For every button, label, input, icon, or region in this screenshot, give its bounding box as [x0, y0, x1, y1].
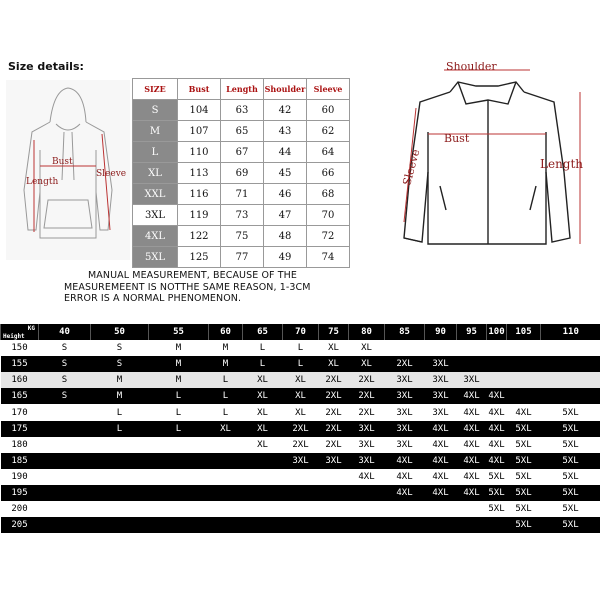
size-recommendation-cell: [91, 469, 149, 485]
size-recommendation-cell: [349, 485, 385, 501]
size-value-cell: 113: [178, 163, 221, 184]
weight-header-cell: 95: [457, 324, 487, 340]
kg-axis-label: KG: [27, 325, 35, 332]
size-recommendation-cell: [385, 517, 425, 533]
size-recommendation-cell: L: [243, 356, 283, 372]
weight-header-cell: 75: [319, 324, 349, 340]
size-recommendation-cell: L: [91, 421, 149, 437]
size-recommendation-cell: [209, 437, 243, 453]
size-recommendation-cell: [243, 485, 283, 501]
size-table-header: Length: [221, 79, 264, 100]
chart-row: [1, 517, 600, 533]
length-label-right: Length: [540, 157, 584, 171]
size-recommendation-cell: [385, 340, 425, 356]
size-recommendation-cell: 4XL: [507, 404, 541, 420]
size-recommendation-cell: 4XL: [425, 437, 457, 453]
size-recommendation-cell: XL: [283, 404, 319, 420]
size-recommendation-cell: 4XL: [425, 453, 457, 469]
size-recommendation-cell: [209, 485, 243, 501]
size-recommendation-cell: M: [209, 356, 243, 372]
size-recommendation-cell: L: [149, 388, 209, 404]
size-recommendation-cell: 5XL: [507, 469, 541, 485]
size-recommendation-cell: [243, 501, 283, 517]
size-recommendation-cell: 5XL: [541, 501, 600, 517]
size-recommendation-cell: 2XL: [319, 404, 349, 420]
size-label-cell: 5XL: [133, 247, 178, 268]
size-value-cell: 116: [178, 184, 221, 205]
size-value-cell: 71: [221, 184, 264, 205]
size-recommendation-cell: [91, 437, 149, 453]
size-label-cell: L: [133, 142, 178, 163]
size-recommendation-cell: S: [91, 340, 149, 356]
size-recommendation-cell: L: [91, 404, 149, 420]
size-recommendation-cell: L: [283, 340, 319, 356]
height-cell: 155: [1, 356, 39, 372]
size-recommendation-cell: [149, 469, 209, 485]
size-recommendation-cell: XL: [243, 372, 283, 388]
size-recommendation-cell: 2XL: [385, 356, 425, 372]
size-recommendation-cell: 4XL: [457, 485, 487, 501]
size-recommendation-cell: [209, 469, 243, 485]
size-recommendation-cell: 2XL: [319, 421, 349, 437]
size-recommendation-cell: 5XL: [487, 485, 507, 501]
size-recommendation-cell: [149, 517, 209, 533]
size-recommendation-cell: 5XL: [541, 469, 600, 485]
size-value-cell: 119: [178, 205, 221, 226]
sleeve-label-left: Sleeve: [96, 169, 127, 179]
weight-header-cell: 40: [39, 324, 91, 340]
weight-header-cell: 70: [283, 324, 319, 340]
size-recommendation-cell: 5XL: [507, 501, 541, 517]
size-recommendation-cell: 5XL: [541, 453, 600, 469]
size-recommendation-cell: [541, 340, 600, 356]
sleeve-label-right: Sleeve: [400, 147, 423, 187]
size-value-cell: 110: [178, 142, 221, 163]
chart-row: [1, 485, 600, 501]
size-table-header: Bust: [178, 79, 221, 100]
note-line: ERROR IS A NORMAL PHENOMENON.: [64, 293, 242, 304]
size-value-cell: 44: [264, 142, 307, 163]
size-table-header: Shoulder: [264, 79, 307, 100]
size-recommendation-cell: [541, 388, 600, 404]
size-table-row: [133, 247, 350, 268]
size-recommendation-cell: [91, 485, 149, 501]
height-cell: 185: [1, 453, 39, 469]
size-value-cell: 42: [264, 100, 307, 121]
size-recommendation-cell: 4XL: [487, 421, 507, 437]
size-recommendation-cell: 5XL: [541, 517, 600, 533]
size-recommendation-cell: [507, 372, 541, 388]
chart-row: [1, 469, 600, 485]
size-label-cell: M: [133, 121, 178, 142]
size-recommendation-cell: 2XL: [349, 372, 385, 388]
size-recommendation-cell: 3XL: [283, 453, 319, 469]
size-recommendation-cell: 4XL: [425, 421, 457, 437]
size-recommendation-cell: [507, 356, 541, 372]
size-recommendation-cell: 2XL: [319, 437, 349, 453]
size-recommendation-cell: 3XL: [425, 356, 457, 372]
weight-header-cell: 60: [209, 324, 243, 340]
size-recommendation-cell: [487, 517, 507, 533]
size-value-cell: 45: [264, 163, 307, 184]
size-recommendation-cell: 5XL: [487, 501, 507, 517]
height-cell: 170: [1, 404, 39, 420]
size-label-cell: XXL: [133, 184, 178, 205]
size-value-cell: 60: [307, 100, 350, 121]
size-recommendation-cell: 5XL: [507, 517, 541, 533]
size-recommendation-cell: 5XL: [507, 437, 541, 453]
weight-header-cell: 80: [349, 324, 385, 340]
size-value-cell: 66: [307, 163, 350, 184]
size-recommendation-cell: 3XL: [349, 453, 385, 469]
size-recommendation-cell: [149, 437, 209, 453]
size-table-row: [133, 121, 350, 142]
size-recommendation-cell: [457, 501, 487, 517]
size-recommendation-cell: L: [209, 404, 243, 420]
size-recommendation-cell: [349, 501, 385, 517]
bust-label-right: Bust: [444, 132, 470, 145]
chart-row: [1, 421, 600, 437]
size-recommendation-cell: 4XL: [457, 453, 487, 469]
size-table-row: [133, 142, 350, 163]
size-recommendation-cell: 4XL: [349, 469, 385, 485]
size-recommendation-cell: 2XL: [283, 437, 319, 453]
size-recommendation-cell: 5XL: [541, 437, 600, 453]
size-recommendation-cell: [385, 501, 425, 517]
size-recommendation-cell: M: [149, 340, 209, 356]
size-value-cell: 125: [178, 247, 221, 268]
size-recommendation-cell: XL: [349, 340, 385, 356]
weight-header-cell: 110: [541, 324, 600, 340]
size-recommendation-cell: [283, 517, 319, 533]
size-recommendation-cell: 3XL: [425, 404, 457, 420]
length-label-left: Length: [26, 177, 59, 187]
size-value-cell: 62: [307, 121, 350, 142]
size-recommendation-cell: [39, 404, 91, 420]
size-recommendation-cell: 4XL: [487, 404, 507, 420]
size-recommendation-cell: S: [91, 356, 149, 372]
size-recommendation-cell: 4XL: [385, 453, 425, 469]
size-recommendation-cell: [319, 501, 349, 517]
size-recommendation-cell: XL: [243, 388, 283, 404]
size-recommendation-cell: 5XL: [507, 421, 541, 437]
size-recommendation-cell: 5XL: [507, 485, 541, 501]
size-recommendation-cell: [209, 453, 243, 469]
size-recommendation-cell: XL: [319, 356, 349, 372]
size-recommendation-cell: S: [39, 356, 91, 372]
size-recommendation-cell: M: [149, 372, 209, 388]
size-recommendation-cell: M: [149, 356, 209, 372]
size-recommendation-cell: 3XL: [349, 437, 385, 453]
size-recommendation-cell: 3XL: [385, 388, 425, 404]
size-recommendation-cell: XL: [349, 356, 385, 372]
size-recommendation-cell: S: [39, 340, 91, 356]
size-recommendation-cell: 4XL: [425, 469, 457, 485]
size-recommendation-cell: 4XL: [487, 437, 507, 453]
size-recommendation-cell: [39, 469, 91, 485]
size-recommendation-cell: 3XL: [385, 372, 425, 388]
size-recommendation-cell: 3XL: [319, 453, 349, 469]
size-value-cell: 70: [307, 205, 350, 226]
size-recommendation-cell: [39, 437, 91, 453]
weight-header-cell: 65: [243, 324, 283, 340]
size-recommendation-cell: [39, 485, 91, 501]
size-recommendation-cell: 4XL: [425, 485, 457, 501]
size-recommendation-cell: 4XL: [457, 388, 487, 404]
size-recommendation-cell: L: [243, 340, 283, 356]
size-recommendation-cell: 3XL: [385, 437, 425, 453]
height-cell: 165: [1, 388, 39, 404]
size-value-cell: 46: [264, 184, 307, 205]
size-label-cell: 4XL: [133, 226, 178, 247]
size-recommendation-cell: 5XL: [541, 485, 600, 501]
size-recommendation-cell: [243, 453, 283, 469]
size-recommendation-cell: [209, 501, 243, 517]
size-recommendation-cell: [91, 453, 149, 469]
size-value-cell: 49: [264, 247, 307, 268]
size-recommendation-cell: XL: [283, 388, 319, 404]
size-recommendation-cell: [507, 340, 541, 356]
height-cell: 205: [1, 517, 39, 533]
size-table-header: Sleeve: [307, 79, 350, 100]
size-value-cell: 48: [264, 226, 307, 247]
size-recommendation-cell: 2XL: [349, 404, 385, 420]
size-recommendation-cell: [425, 517, 457, 533]
size-recommendation-cell: S: [39, 388, 91, 404]
note-line: MEASUREMEENT IS NOTTHE SAME REASON, 1-3CM: [64, 281, 311, 293]
size-details-title: Size details:: [8, 60, 84, 73]
size-recommendation-cell: [319, 469, 349, 485]
size-recommendation-cell: [39, 453, 91, 469]
size-recommendation-cell: [425, 501, 457, 517]
size-recommendation-cell: 3XL: [385, 421, 425, 437]
height-cell: 195: [1, 485, 39, 501]
size-recommendation-cell: 4XL: [457, 437, 487, 453]
size-recommendation-cell: XL: [243, 421, 283, 437]
size-value-cell: 74: [307, 247, 350, 268]
size-table-row: [133, 163, 350, 184]
size-recommendation-cell: 3XL: [349, 421, 385, 437]
height-cell: 150: [1, 340, 39, 356]
size-label-cell: 3XL: [133, 205, 178, 226]
size-table-row: [133, 184, 350, 205]
size-recommendation-cell: L: [149, 404, 209, 420]
size-recommendation-cell: M: [91, 372, 149, 388]
height-cell: 200: [1, 501, 39, 517]
height-axis-label: Height: [3, 333, 25, 341]
size-value-cell: 68: [307, 184, 350, 205]
size-recommendation-cell: [349, 517, 385, 533]
weight-header-cell: 85: [385, 324, 425, 340]
size-table-row: [133, 226, 350, 247]
size-recommendation-cell: XL: [243, 437, 283, 453]
size-value-cell: 77: [221, 247, 264, 268]
size-recommendation-cell: [507, 388, 541, 404]
size-recommendation-cell: [457, 517, 487, 533]
size-recommendation-cell: [39, 421, 91, 437]
size-recommendation-cell: [425, 340, 457, 356]
size-value-cell: 63: [221, 100, 264, 121]
chart-corner-cell: [1, 324, 39, 340]
chart-row: [1, 501, 600, 517]
size-value-cell: 104: [178, 100, 221, 121]
size-recommendation-cell: XL: [209, 421, 243, 437]
size-recommendation-cell: 5XL: [487, 469, 507, 485]
size-recommendation-cell: [487, 340, 507, 356]
chart-row: [1, 356, 600, 372]
size-recommendation-cell: [541, 356, 600, 372]
weight-header-cell: 50: [91, 324, 149, 340]
size-recommendation-cell: [541, 372, 600, 388]
shoulder-label-right: Shoulder: [446, 62, 497, 73]
height-cell: 180: [1, 437, 39, 453]
bust-label-left: Bust: [52, 157, 73, 167]
size-recommendation-cell: [243, 469, 283, 485]
size-value-cell: 122: [178, 226, 221, 247]
hoodie-front-sketch: [6, 80, 130, 260]
chart-row: [1, 453, 600, 469]
size-recommendation-cell: M: [209, 340, 243, 356]
size-recommendation-cell: 3XL: [425, 388, 457, 404]
size-recommendation-cell: M: [91, 388, 149, 404]
weight-header-cell: 90: [425, 324, 457, 340]
size-recommendation-cell: [283, 501, 319, 517]
size-recommendation-cell: 3XL: [457, 372, 487, 388]
size-label-cell: S: [133, 100, 178, 121]
size-recommendation-cell: [149, 453, 209, 469]
height-cell: 160: [1, 372, 39, 388]
size-measurement-table: [132, 78, 350, 268]
size-recommendation-cell: [319, 517, 349, 533]
size-recommendation-cell: 4XL: [457, 469, 487, 485]
chart-row: [1, 404, 600, 420]
size-recommendation-cell: L: [149, 421, 209, 437]
size-recommendation-cell: XL: [283, 372, 319, 388]
size-recommendation-cell: S: [39, 372, 91, 388]
size-recommendation-cell: L: [283, 356, 319, 372]
size-recommendation-cell: [209, 517, 243, 533]
chart-row: [1, 340, 600, 356]
size-recommendation-cell: 5XL: [507, 453, 541, 469]
size-recommendation-cell: [457, 340, 487, 356]
size-table-row: [133, 205, 350, 226]
size-recommendation-cell: 5XL: [541, 421, 600, 437]
size-recommendation-cell: 4XL: [487, 388, 507, 404]
size-value-cell: 43: [264, 121, 307, 142]
size-recommendation-cell: XL: [319, 340, 349, 356]
size-recommendation-cell: [39, 517, 91, 533]
weight-header-cell: 100: [487, 324, 507, 340]
height-cell: 175: [1, 421, 39, 437]
size-label-cell: XL: [133, 163, 178, 184]
jacket-front-sketch: [380, 62, 598, 262]
size-recommendation-cell: 2XL: [349, 388, 385, 404]
size-value-cell: 73: [221, 205, 264, 226]
size-value-cell: 47: [264, 205, 307, 226]
size-recommendation-cell: 4XL: [385, 469, 425, 485]
size-recommendation-cell: [149, 501, 209, 517]
size-recommendation-cell: 4XL: [457, 404, 487, 420]
size-recommendation-cell: L: [209, 372, 243, 388]
size-table-header: SIZE: [133, 79, 178, 100]
size-value-cell: 69: [221, 163, 264, 184]
height-cell: 190: [1, 469, 39, 485]
size-recommendation-cell: 2XL: [319, 388, 349, 404]
chart-row: [1, 388, 600, 404]
size-recommendation-cell: [91, 517, 149, 533]
size-recommendation-cell: [149, 485, 209, 501]
measurement-note: [64, 270, 311, 305]
size-recommendation-cell: L: [209, 388, 243, 404]
size-recommendation-cell: 4XL: [487, 453, 507, 469]
size-value-cell: 107: [178, 121, 221, 142]
weight-header-cell: 105: [507, 324, 541, 340]
size-recommendation-cell: [319, 485, 349, 501]
chart-row: [1, 437, 600, 453]
size-recommendation-cell: 4XL: [457, 421, 487, 437]
size-recommendation-cell: 3XL: [385, 404, 425, 420]
size-recommendation-cell: 4XL: [385, 485, 425, 501]
size-value-cell: 64: [307, 142, 350, 163]
size-value-cell: 75: [221, 226, 264, 247]
height-weight-size-chart: [0, 324, 600, 533]
size-recommendation-cell: [91, 501, 149, 517]
chart-row: [1, 372, 600, 388]
size-recommendation-cell: [487, 372, 507, 388]
size-recommendation-cell: [487, 356, 507, 372]
size-recommendation-cell: [243, 517, 283, 533]
size-recommendation-cell: 3XL: [425, 372, 457, 388]
size-value-cell: 72: [307, 226, 350, 247]
size-recommendation-cell: 5XL: [541, 404, 600, 420]
weight-header-cell: 55: [149, 324, 209, 340]
size-recommendation-cell: 2XL: [283, 421, 319, 437]
size-recommendation-cell: 2XL: [319, 372, 349, 388]
size-recommendation-cell: [283, 485, 319, 501]
size-recommendation-cell: [283, 469, 319, 485]
size-value-cell: 67: [221, 142, 264, 163]
size-recommendation-cell: [457, 356, 487, 372]
size-recommendation-cell: [39, 501, 91, 517]
size-value-cell: 65: [221, 121, 264, 142]
note-line: MANUAL MEASUREMENT, BECAUSE OF THE: [88, 270, 297, 281]
size-recommendation-cell: XL: [243, 404, 283, 420]
size-table-row: [133, 100, 350, 121]
